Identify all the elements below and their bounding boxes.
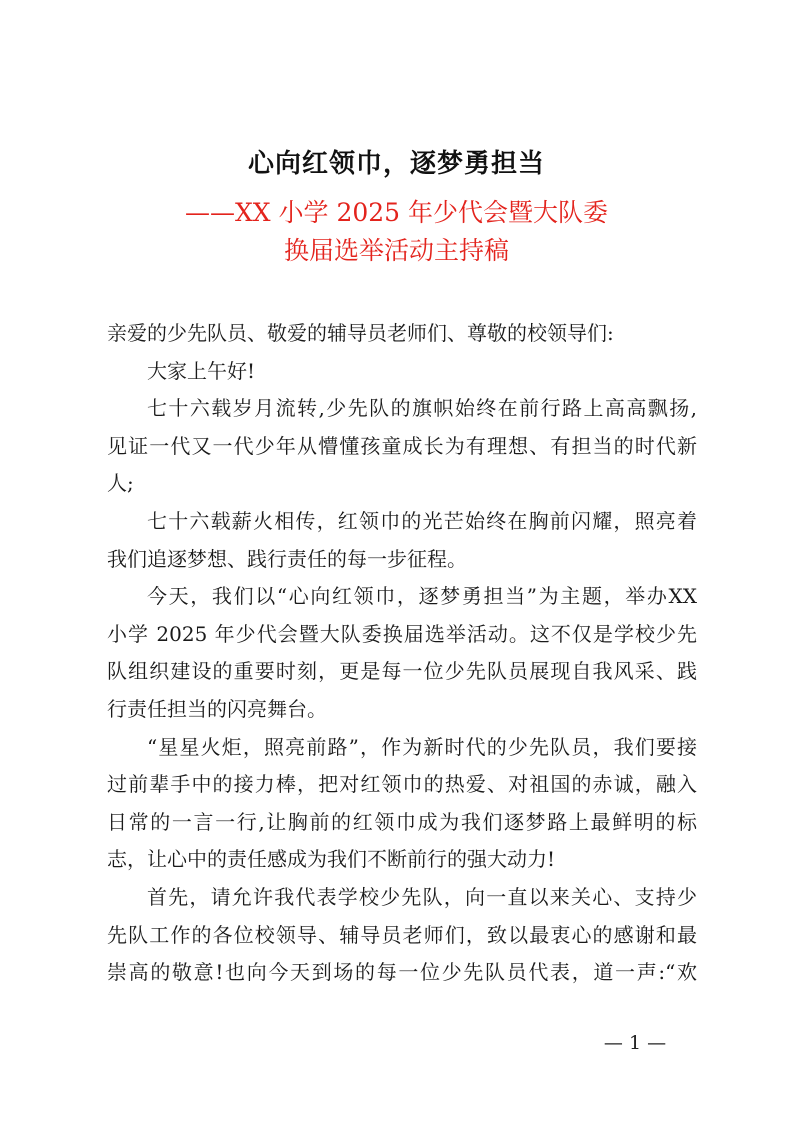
body-line: 见证一代又一代少年从懵懂孩童成长为有理想、有担当的时代新 bbox=[107, 433, 697, 458]
body-line: 人; bbox=[107, 471, 134, 496]
body-line: 先队工作的各位校领导、辅导员老师们，致以最衷心的感谢和最 bbox=[107, 922, 697, 947]
body-line: 过前辈手中的接力棒，把对红领巾的热爱、对祖国的赤诚，融入 bbox=[107, 772, 697, 797]
body-line: 志，让心中的责任感成为我们不断前行的强大动力! bbox=[107, 847, 556, 872]
body-line: 崇高的敬意!也向今天到场的每一位少先队员代表，道一声:“欢 bbox=[107, 960, 697, 985]
body-line: 今天，我们以“心向红领巾，逐梦勇担当”为主题，举办XX bbox=[147, 584, 697, 609]
document-title: 心向红领巾，逐梦勇担当 bbox=[247, 149, 545, 179]
body-line: 七十六载岁月流转,少先队的旗帜始终在前行路上高高飘扬, bbox=[147, 396, 697, 421]
document-body bbox=[107, 315, 697, 992]
document-subtitle-line-2: 换届选举活动主持稿 bbox=[283, 236, 509, 265]
body-line: 首先，请允许我代表学校少先队，向一直以来关心、支持少 bbox=[147, 884, 697, 909]
page-number: — 1 — bbox=[603, 1032, 667, 1054]
body-line: 队组织建设的重要时刻，更是每一位少先队员展现自我风采、践 bbox=[107, 659, 697, 684]
body-line: 我们追逐梦想、践行责任的每一步征程。 bbox=[107, 546, 467, 571]
body-line: 亲爱的少先队员、敬爱的辅导员老师们、尊敬的校领导们: bbox=[107, 321, 614, 345]
body-line: 小学 2025 年少代会暨大队委换届选举活动。这不仅是学校少先 bbox=[107, 621, 697, 646]
body-line: 行责任担当的闪亮舞台。 bbox=[107, 696, 327, 721]
body-line: 大家上午好! bbox=[147, 358, 256, 383]
body-line: 七十六载薪火相传，红领巾的光芒始终在胸前闪耀，照亮着 bbox=[147, 508, 697, 533]
body-line: 日常的一言一行,让胸前的红领巾成为我们逐梦路上最鲜明的标 bbox=[107, 809, 697, 834]
body-line: “星星火炬，照亮前路”，作为新时代的少先队员，我们要接 bbox=[147, 734, 697, 759]
document-subtitle-line-1: ——XX 小学 2025 年少代会暨大队委 bbox=[184, 198, 609, 227]
